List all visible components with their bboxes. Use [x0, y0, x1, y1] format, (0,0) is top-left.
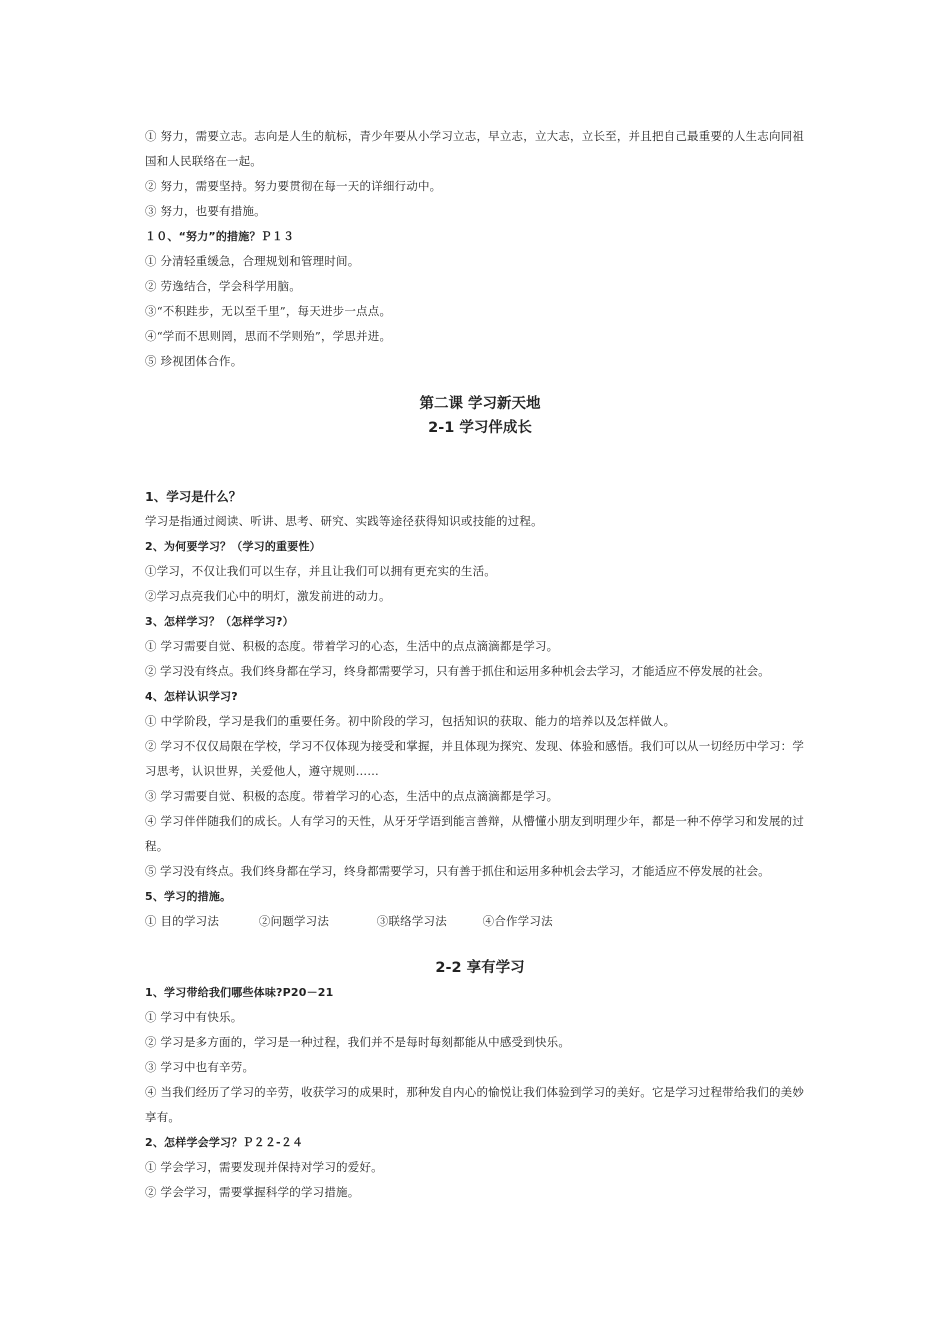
question-2-title: 2、为何要学习？（学习的重要性） [145, 540, 321, 553]
lesson-title: 第二课 学习新天地 [419, 396, 541, 412]
list-item: ① 中学阶段，学习是我们的重要任务。初中阶段的学习，包括知识的获取、能力的培养以及怎样做人。 [145, 714, 676, 728]
part2-question-1-title: 1、学习带给我们哪些体味?P20－21 [145, 986, 334, 999]
method-item: ②问题学习法 [258, 914, 330, 928]
method-item: ① 目的学习法 [145, 914, 220, 928]
paragraph-effort-method: ③ 努力，也要有措施。 [145, 204, 266, 218]
answer-text: 学习是指通过阅读、听讲、思考、研究、实践等途径获得知识或技能的过程。 [145, 514, 543, 528]
spacer [145, 934, 815, 956]
list-item: ⑤ 学习没有终点。我们终身都在学习，终身都需要学习，只有善于抓住和运用多种机会去学习，才能适应不停发展的社会。 [145, 864, 770, 878]
list-item: ②学习点亮我们心中的明灯，激发前进的动力。 [145, 589, 391, 603]
list-item: ③ 学习中也有辛劳。 [145, 1060, 255, 1074]
lesson-subtitle: 2-1 学习伴成长 [428, 420, 532, 436]
spacer [145, 440, 815, 484]
question-1-title: 1、学习是什么？ [145, 489, 242, 504]
list-item: ⑤ 珍视团体合作。 [145, 354, 243, 368]
spacer [145, 374, 815, 392]
question-5-title: 5、学习的措施。 [145, 890, 232, 903]
list-item: ① 学习中有快乐。 [145, 1010, 243, 1024]
method-item: ③联络学习法 [376, 914, 447, 928]
list-item: ④ 学习伴伴随我们的成长。人有学习的天性，从牙牙学语到能言善辩，从懵懂小朋友到明理少年，都是一种不停学习和发展的过程。 [145, 814, 805, 853]
part2-question-2-title: 2、怎样学会学习？Ｐ２２-２４ [145, 1136, 304, 1149]
question-3-title: 3、怎样学习？（怎样学习?） [145, 615, 294, 628]
list-item: ① 分清轻重缓急，合理规划和管理时间。 [145, 254, 360, 268]
list-item: ② 学会学习，需要掌握科学的学习措施。 [145, 1185, 360, 1199]
list-item: ①学习，不仅让我们可以生存，并且让我们可以拥有更充实的生活。 [145, 564, 496, 578]
list-item: ② 学习是多方面的，学习是一种过程，我们并不是每时每刻都能从中感受到快乐。 [145, 1035, 571, 1049]
list-item: ② 学习不仅仅局限在学校，学习不仅体现为接受和掌握，并且体现为探究、发现、体验和感悟。我们可以从一切经历中学习：学习思考，认识世界，关爱他人，遵守规则…… [145, 739, 805, 778]
list-item: ① 学会学习，需要发现并保持对学习的爱好。 [145, 1160, 383, 1174]
question-10-title: １０、“努力”的措施？Ｐ１３ [145, 230, 295, 243]
list-item: ① 学习需要自觉、积极的态度。带着学习的心态，生活中的点点滴滴都是学习。 [145, 639, 559, 653]
list-item: ② 劳逸结合，学会科学用脑。 [145, 279, 301, 293]
method-item: ④合作学习法 [482, 914, 553, 928]
list-item: ④ 当我们经历了学习的辛劳，收获学习的成果时，那种发自内心的愉悦让我们体验到学习的美好。它是学习过程带给我们的美妙享有。 [145, 1085, 805, 1124]
list-item: ② 学习没有终点。我们终身都在学习，终身都需要学习，只有善于抓住和运用多种机会去学习，才能适应不停发展的社会。 [145, 664, 770, 678]
list-item: ④“学而不思则罔，思而不学则殆”，学思并进。 [145, 329, 392, 343]
list-item: ③ 学习需要自觉、积极的态度。带着学习的心态，生活中的点点滴滴都是学习。 [145, 789, 559, 803]
paragraph-effort-ambition: ① 努力，需要立志。志向是人生的航标，青少年要从小学习立志，早立志，立大志，立长至，并且把自己最重要的人生志向同祖国和人民联络在一起。 [145, 129, 805, 168]
methods-row [145, 909, 815, 934]
question-4-title: 4、怎样认识学习? [145, 690, 238, 703]
document-page [145, 124, 815, 1205]
paragraph-effort-persist: ② 努力，需要坚持。努力要贯彻在每一天的详细行动中。 [145, 179, 442, 193]
list-item: ③“不积跬步，无以至千里”，每天进步一点点。 [145, 304, 392, 318]
part-2-title: 2-2 享有学习 [435, 960, 525, 976]
